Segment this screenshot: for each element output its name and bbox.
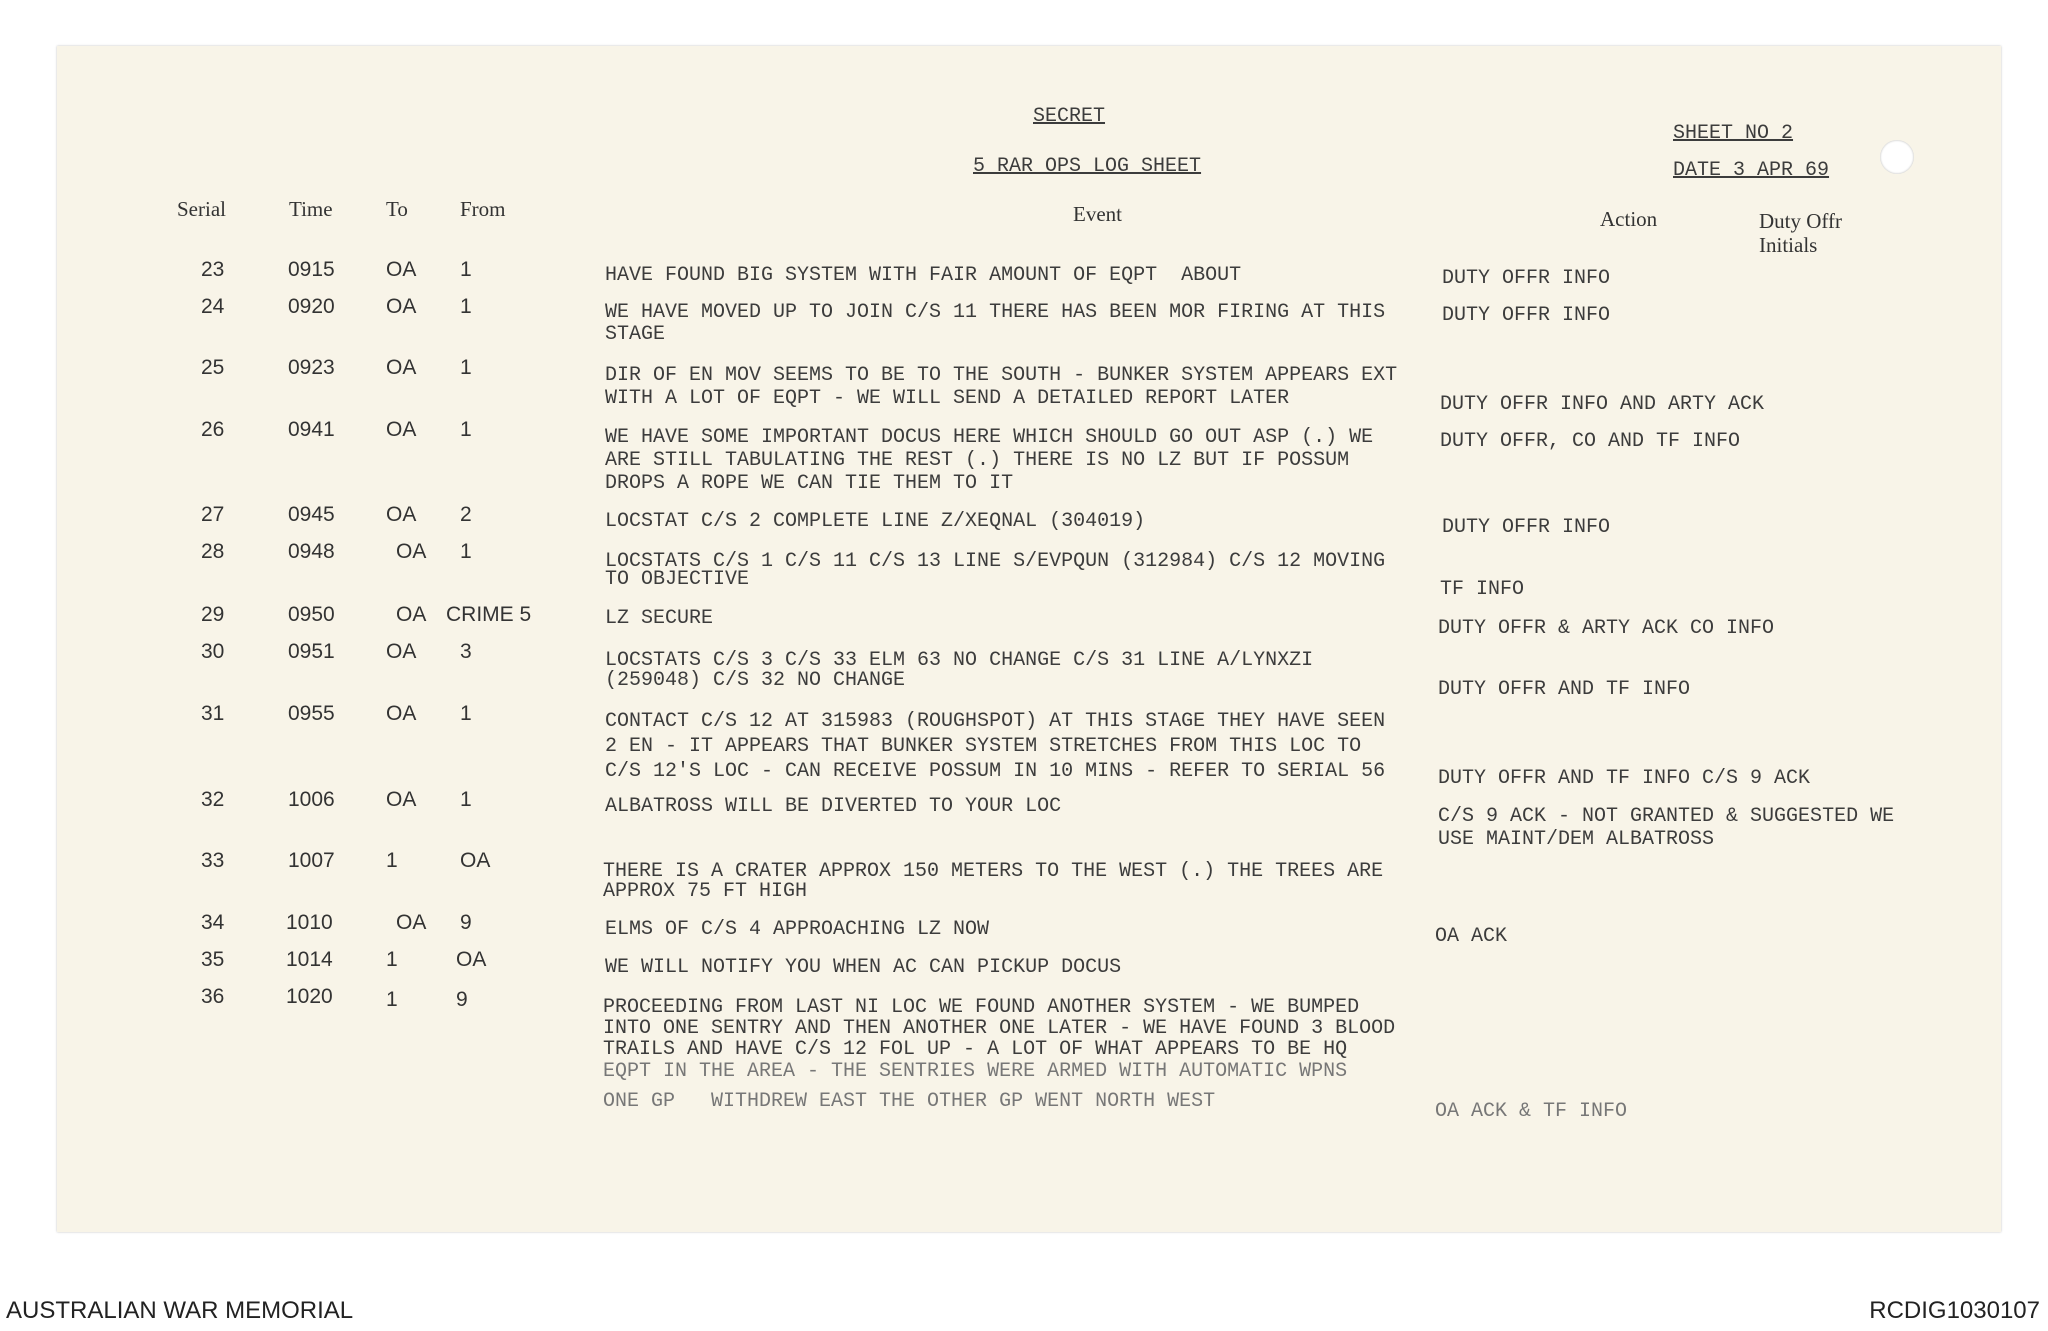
from-cell: 1: [460, 702, 472, 725]
col-header-from: From: [460, 197, 506, 221]
event-line: WE HAVE MOVED UP TO JOIN C/S 11 THERE HAS BEEN MOR FIRING AT THIS: [605, 301, 1386, 324]
col-header-time: Time: [289, 197, 333, 221]
event-line: ONE GP WITHDREW EAST THE OTHER GP WENT NORTH WEST: [603, 1090, 1216, 1113]
from-cell: 9: [456, 988, 468, 1011]
action-line: USE MAINT/DEM ALBATROSS: [1438, 828, 1715, 851]
from-cell: 1: [460, 258, 472, 281]
archive-credit: AUSTRALIAN WAR MEMORIAL: [6, 1297, 354, 1324]
serial-cell: 32: [201, 788, 225, 811]
event-line: HAVE FOUND BIG SYSTEM WITH FAIR AMOUNT OF EQPT ABOUT: [605, 264, 1242, 287]
event-line: ALBATROSS WILL BE DIVERTED TO YOUR LOC: [605, 795, 1062, 818]
event-line: ELMS OF C/S 4 APPROACHING LZ NOW: [605, 918, 990, 941]
serial-cell: 27: [201, 503, 225, 526]
event-line: STAGE: [605, 323, 666, 346]
from-cell: 1: [460, 418, 472, 441]
to-cell: OA: [396, 911, 427, 934]
to-cell: OA: [386, 418, 417, 441]
serial-cell: 23: [201, 258, 225, 281]
action-line: DUTY OFFR AND TF INFO: [1438, 678, 1691, 701]
time-cell: 0923: [288, 356, 335, 379]
action-line: DUTY OFFR, CO AND TF INFO: [1440, 430, 1741, 453]
event-line: LOCSTATS C/S 3 C/S 33 ELM 63 NO CHANGE C/S 31 LINE A/LYNXZI: [605, 649, 1314, 672]
col-header-action: Action: [1600, 207, 1658, 231]
serial-cell: 29: [201, 603, 225, 626]
action-line: DUTY OFFR INFO: [1442, 516, 1611, 539]
event-line: WE WILL NOTIFY YOU WHEN AC CAN PICKUP DOCUS: [605, 956, 1122, 979]
from-cell: 9: [460, 911, 472, 934]
to-cell: OA: [386, 258, 417, 281]
to-cell: 1: [386, 948, 398, 971]
action-line: TF INFO: [1440, 578, 1525, 601]
event-line: LOCSTAT C/S 2 COMPLETE LINE Z/XEQNAL (304019): [605, 510, 1146, 533]
time-cell: 1014: [286, 948, 333, 971]
col-header-initials: Initials: [1759, 233, 1818, 257]
serial-cell: 25: [201, 356, 225, 379]
col-header-duty-offr: Duty Offr: [1759, 209, 1843, 233]
serial-cell: 30: [201, 640, 225, 663]
serial-cell: 26: [201, 418, 225, 441]
serial-cell: 35: [201, 948, 225, 971]
event-line: LZ SECURE: [605, 607, 714, 630]
time-cell: 0941: [288, 418, 335, 441]
time-cell: 0950: [288, 603, 335, 626]
action-line: C/S 9 ACK - NOT GRANTED & SUGGESTED WE: [1438, 805, 1895, 828]
to-cell: OA: [386, 702, 417, 725]
from-cell: 3: [460, 640, 472, 663]
from-cell: 1: [460, 295, 472, 318]
to-cell: OA: [396, 603, 427, 626]
time-cell: 0945: [288, 503, 335, 526]
serial-cell: 33: [201, 849, 225, 872]
event-line: LOCSTATS C/S 1 C/S 11 C/S 13 LINE S/EVPQUN (312984) C/S 12 MOVING: [605, 550, 1386, 573]
time-cell: 0948: [288, 540, 335, 563]
col-header-event: Event: [1073, 202, 1122, 226]
from-cell: OA: [460, 849, 491, 872]
event-line: 2 EN - IT APPEARS THAT BUNKER SYSTEM STRETCHES FROM THIS LOC TO: [605, 735, 1362, 758]
action-line: DUTY OFFR INFO: [1442, 267, 1611, 290]
to-cell: OA: [386, 640, 417, 663]
event-line: EQPT IN THE AREA - THE SENTRIES WERE ARMED WITH AUTOMATIC WPNS: [603, 1060, 1348, 1083]
to-cell: OA: [386, 788, 417, 811]
action-line: DUTY OFFR & ARTY ACK CO INFO: [1438, 617, 1775, 640]
from-cell: 1: [460, 540, 472, 563]
to-cell: 1: [386, 988, 398, 1011]
time-cell: 1010: [286, 911, 333, 934]
action-line: OA ACK & TF INFO: [1435, 1100, 1628, 1123]
punch-hole: [1880, 140, 1914, 174]
event-line: C/S 12'S LOC - CAN RECEIVE POSSUM IN 10 MINS - REFER TO SERIAL 56: [605, 760, 1386, 783]
col-header-serial: Serial: [177, 197, 226, 221]
event-line: INTO ONE SENTRY AND THEN ANOTHER ONE LATER - WE HAVE FOUND 3 BLOOD: [603, 1017, 1396, 1040]
action-line: DUTY OFFR INFO AND ARTY ACK: [1440, 393, 1765, 416]
to-cell: 1: [386, 849, 398, 872]
action-line: OA ACK: [1435, 925, 1508, 948]
event-line: APPROX 75 FT HIGH: [603, 880, 808, 903]
time-cell: 0955: [288, 702, 335, 725]
from-cell: CRIME 5: [446, 603, 532, 626]
event-line: TRAILS AND HAVE C/S 12 FOL UP - A LOT OF WHAT APPEARS TO BE HQ: [603, 1038, 1348, 1061]
event-line: DIR OF EN MOV SEEMS TO BE TO THE SOUTH - BUNKER SYSTEM APPEARS EXT: [605, 364, 1398, 387]
serial-cell: 36: [201, 985, 225, 1008]
event-line: WITH A LOT OF EQPT - WE WILL SEND A DETAILED REPORT LATER: [605, 387, 1290, 410]
to-cell: OA: [386, 295, 417, 318]
time-cell: 1020: [286, 985, 333, 1008]
time-cell: 1007: [288, 849, 335, 872]
event-line: DROPS A ROPE WE CAN TIE THEM TO IT: [605, 472, 1014, 495]
time-cell: 0915: [288, 258, 335, 281]
sheet-number: SHEET NO 2: [1673, 122, 1794, 145]
time-cell: 1006: [288, 788, 335, 811]
serial-cell: 28: [201, 540, 225, 563]
to-cell: OA: [386, 503, 417, 526]
serial-cell: 24: [201, 295, 225, 318]
col-header-to: To: [386, 197, 408, 221]
from-cell: 1: [460, 788, 472, 811]
from-cell: 2: [460, 503, 472, 526]
time-cell: 0920: [288, 295, 335, 318]
event-line: WE HAVE SOME IMPORTANT DOCUS HERE WHICH SHOULD GO OUT ASP (.) WE: [605, 426, 1374, 449]
to-cell: OA: [386, 356, 417, 379]
serial-cell: 34: [201, 911, 225, 934]
action-line: DUTY OFFR AND TF INFO C/S 9 ACK: [1438, 767, 1811, 790]
serial-cell: 31: [201, 702, 225, 725]
event-line: ARE STILL TABULATING THE REST (.) THERE IS NO LZ BUT IF POSSUM: [605, 449, 1350, 472]
event-line: THERE IS A CRATER APPROX 150 METERS TO THE WEST (.) THE TREES ARE: [603, 860, 1384, 883]
event-line: TO OBJECTIVE: [605, 568, 750, 591]
action-line: DUTY OFFR INFO: [1442, 304, 1611, 327]
from-cell: OA: [456, 948, 487, 971]
event-line: CONTACT C/S 12 AT 315983 (ROUGHSPOT) AT THIS STAGE THEY HAVE SEEN: [605, 710, 1386, 733]
classification-marking: SECRET: [1033, 105, 1106, 128]
from-cell: 1: [460, 356, 472, 379]
time-cell: 0951: [288, 640, 335, 663]
sheet-date: DATE 3 APR 69: [1673, 159, 1830, 182]
sheet-title: 5 RAR OPS LOG SHEET: [973, 155, 1202, 178]
record-id: RCDIG1030107: [1869, 1297, 2040, 1324]
to-cell: OA: [396, 540, 427, 563]
event-line: (259048) C/S 32 NO CHANGE: [605, 669, 906, 692]
event-line: PROCEEDING FROM LAST NI LOC WE FOUND ANOTHER SYSTEM - WE BUMPED: [603, 996, 1360, 1019]
